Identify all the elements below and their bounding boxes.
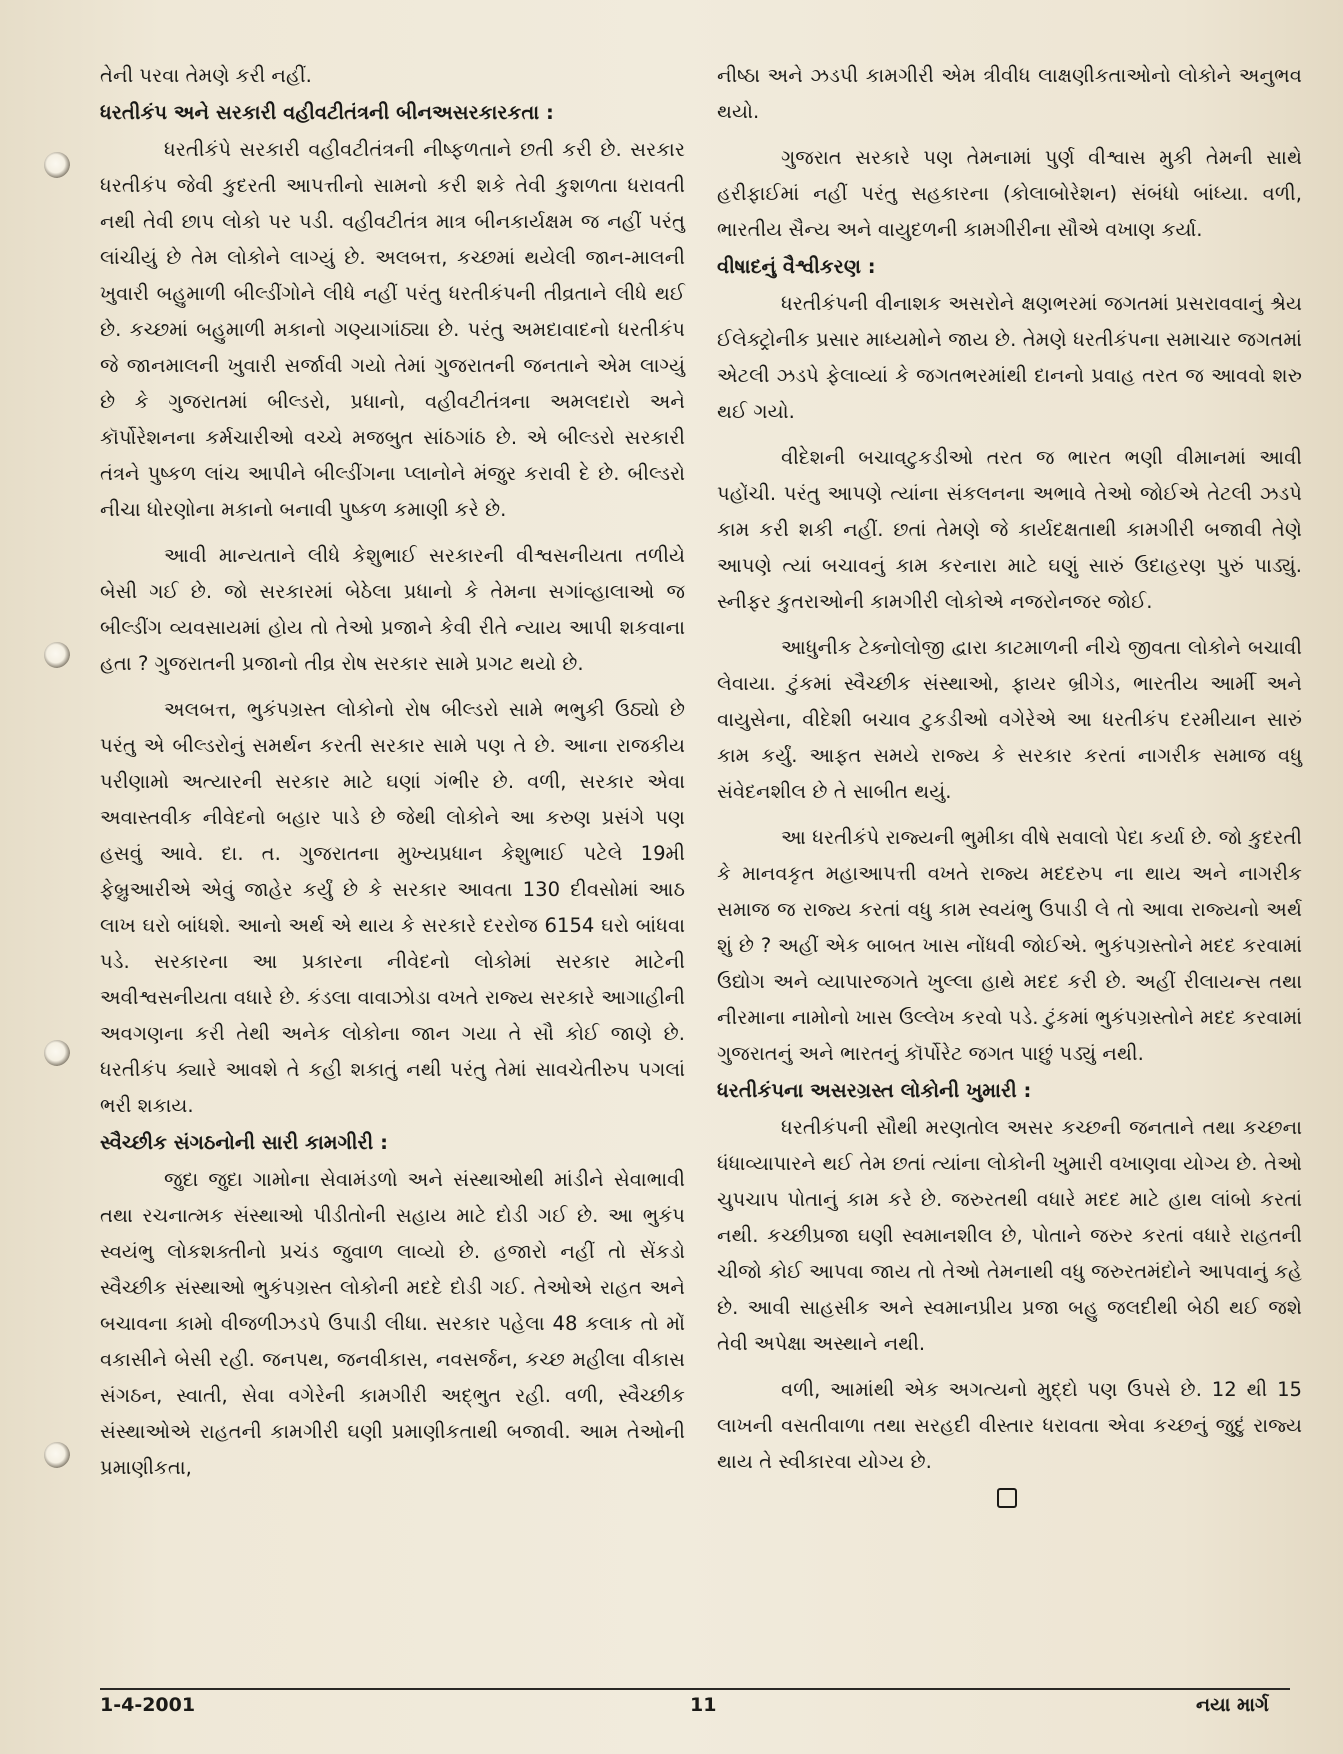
punch-hole-mark — [44, 1442, 70, 1468]
paragraph: ગુજરાત સરકારે પણ તેમનામાં પુર્ણ વીશ્વાસ મુકી તેમની સાથે હરીફાઈમાં નહીં પરંતુ સહકારના (કોલાબોરેશન) સંબંધો બાંધ્યા. વળી, ભારતીય સૈન્ય અને વાયુદળની કામગીરીના સૌએ વખાણ કર્યા. — [717, 146, 1302, 241]
paragraph: ધરતીકંપની વીનાશક અસરોને ક્ષણભરમાં જગતમાં પ્રસરાવવાનું શ્રેય ઈલેક્ટ્રોનીક પ્રસાર માધ્યમોને જાય છે. તેમણે ધરતીકંપના સમાચાર જગતમાં એટલી ઝડપે ફેલાવ્યાં કે જગતભરમાંથી દાનનો પ્રવાહ તરત જ આવવો શરુ થઈ ગયો. — [717, 292, 1302, 423]
section-heading: ધરતીકંપ અને સરકારી વહીવટીતંત્રની બીનઅસરકારકતા : — [100, 101, 554, 124]
section-heading: ધરતીકંપના અસરગ્રસ્ત લોકોની ખુમારી : — [717, 1079, 1032, 1102]
end-of-article-square-icon — [997, 1488, 1017, 1508]
section-heading: વીષાદનું વૈશ્વીકરણ : — [717, 255, 876, 278]
punch-hole-mark — [44, 642, 70, 668]
paragraph: તેની પરવા તેમણે કરી નહીં. — [100, 64, 312, 87]
paragraph: આ ધરતીકંપે રાજ્યની ભુમીકા વીષે સવાલો પેદા કર્યા છે. જો કુદરતી કે માનવકૃત મહાઆપત્તી વખતે રાજ્ય મદદરુપ ના થાય અને નાગરીક સમાજ જ રાજ્ય કરતાં વધુ કામ સ્વયંભુ ઉપાડી લે તો આવા રાજ્યનો અર્થ શું છે ? અહીં એક બાબત ખાસ નોંધવી જોઈએ. ભુકંપગ્રસ્તોને મદદ કરવામાં ઉદ્યોગ અને વ્યાપારજગતે ખુલ્લા હાથે મદદ કરી છે. અહીં રીલાયન્સ તથા નીરમાના નામોનો ખાસ ઉલ્લેખ કરવો પડે. ટુંકમાં ભુકંપગ્રસ્તોને મદદ કરવામાં ગુજરાતનું અને ભારતનું કૉર્પોરેટ જગત પાછું પડ્યું નથી. — [717, 826, 1302, 1065]
punch-hole-mark — [44, 1040, 70, 1066]
paragraph: નીષ્ઠા અને ઝડપી કામગીરી એમ ત્રીવીધ લાક્ષણીકતાઓનો લોકોને અનુભવ થયો. — [717, 64, 1302, 123]
paragraph: ધરતીકંપની સૌથી મરણતોલ અસર કચ્છની જનતાને તથા કચ્છના ધંધાવ્યાપારને થઈ તેમ છતાં ત્યાંના લોકોની ખુમારી વખાણવા યોગ્ય છે. તેઓ ચુપચાપ પોતાનું કામ કરે છે. જરુરતથી વધારે મદદ માટે હાથ લાંબો કરતાં નથી. કચ્છીપ્રજા ઘણી સ્વમાનશીલ છે, પોતાને જરુર કરતાં વધારે રાહતની ચીજો કોઈ આપવા જાય તો તેઓ તેમનાથી વધુ જરુરતમંદોને આપવાનું કહે છે. આવી સાહસીક અને સ્વમાનપ્રીય પ્રજા બહુ જલદીથી બેઠી થઈ જશે તેવી અપેક્ષા અસ્થાને નથી. — [717, 1116, 1302, 1355]
paragraph: જુદા જુદા ગામોના સેવામંડળો અને સંસ્થાઓથી માંડીને સેવાભાવી તથા રચનાત્મક સંસ્થાઓ પીડીતોની સહાય માટે દોડી ગઈ છે. આ ભુકંપ સ્વયંભુ લોકશક્તીનો પ્રચંડ જુવાળ લાવ્યો છે. હજારો નહીં તો સેંકડો સ્વૈચ્છીક સંસ્થાઓ ભુકંપગ્રસ્ત લોકોની મદદે દોડી ગઈ. તેઓએ રાહત અને બચાવના કામો વીજળીઝડપે ઉપાડી લીધા. સરકાર પહેલા 48 કલાક તો મોં વકાસીને બેસી રહી. જનપથ, જનવીકાસ, નવસર્જન, કચ્છ મહીલા વીકાસ સંગઠન, સ્વાતી, સેવા વગેરેની કામગીરી અદ્ભુત રહી. વળી, સ્વૈચ્છીક સંસ્થાઓએ રાહતની કામગીરી ઘણી પ્રમાણીકતાથી બજાવી. આમ તેઓની પ્રમાણીકતા, — [100, 1168, 685, 1479]
section-heading: સ્વૈચ્છીક સંગઠનોની સારી કામગીરી : — [100, 1131, 388, 1154]
paragraph: અલબત્ત, ભુકંપગ્રસ્ત લોકોનો રોષ બીલ્ડરો સામે ભભુકી ઉઠ્યો છે પરંતુ એ બીલ્ડરોનું સમર્થન કરતી સરકાર સામે પણ તે છે. આના રાજકીય પરીણામો અત્યારની સરકાર માટે ઘણાં ગંભીર છે. વળી, સરકાર એવા અવાસ્તવીક નીવેદનો બહાર પાડે છે જેથી લોકોને આ કરુણ પ્રસંગે પણ હસવું આવે. દા. ત. ગુજરાતના મુખ્યપ્રધાન કેશુભાઈ પટેલે 19મી ફેબ્રુઆરીએ એવું જાહેર કર્યું છે કે સરકાર આવતા 130 દીવસોમાં આઠ લાખ ઘરો બાંધશે. આનો અર્થ એ થાય કે સરકારે દરરોજ 6154 ઘરો બાંધવા પડે. સરકારના આ પ્રકારના નીવેદનો લોકોમાં સરકાર માટેની અવીશ્વસનીયતા વધારે છે. કંડલા વાવાઝોડા વખતે રાજ્ય સરકારે આગાહીની અવગણના કરી તેથી અનેક લોકોના જાન ગયા તે સૌ કોઈ જાણે છે. ધરતીકંપ ક્યારે આવશે તે કહી શકાતું નથી પરંતુ તેમાં સાવચેતીરુપ પગલાં ભરી શકાય. — [100, 698, 685, 1117]
right-column — [717, 58, 1302, 1508]
paragraph: વીદેશની બચાવટુકડીઓ તરત જ ભારત ભણી વીમાનમાં આવી પહોંચી. પરંતુ આપણે ત્યાંના સંકલનના અભાવે તેઓ જોઈએ તેટલી ઝડપે કામ કરી શકી નહીં. છતાં તેમણે જે કાર્યદક્ષતાથી કામગીરી બજાવી તેણે આપણે ત્યાં બચાવનું કામ કરનારા માટે ઘણું સારું ઉદાહરણ પુરું પાડ્યું. સ્નીફર કુતરાઓની કામગીરી લોકોએ નજરોનજર જોઈ. — [717, 446, 1302, 613]
punch-hole-mark — [44, 152, 70, 178]
paragraph: આવી માન્યતાને લીધે કેશુભાઈ સરકારની વીશ્વસનીયતા તળીયે બેસી ગઈ છે. જો સરકારમાં બેઠેલા પ્રધાનો કે તેમના સગાંવ્હાલાઓ જ બીલ્ડીંગ વ્યવસાયમાં હોય તો તેઓ પ્રજાને કેવી રીતે ન્યાય આપી શકવાના હતા ? ગુજરાતની પ્રજાનો તીવ્ર રોષ સરકાર સામે પ્રગટ થયો છે. — [100, 544, 685, 675]
paragraph: વળી, આમાંથી એક અગત્યનો મુદ્દો પણ ઉપસે છે. 12 થી 15 લાખની વસતીવાળા તથા સરહદી વીસ્તાર ધરાવતા એવા કચ્છનું જુદું રાજ્ય થાય તે સ્વીકારવા યોગ્ય છે. — [717, 1378, 1302, 1473]
page-number: 11 — [690, 1694, 717, 1716]
footer-rule — [100, 1688, 1290, 1690]
left-column — [100, 58, 685, 1486]
footer-date: 1-4-2001 — [100, 1694, 196, 1716]
magazine-name: નયા માર્ગ — [1196, 1694, 1269, 1716]
paragraph: ધરતીકંપે સરકારી વહીવટીતંત્રની નીષ્ફળતાને છતી કરી છે. સરકાર ધરતીકંપ જેવી કુદરતી આપત્તીનો સામનો કરી શકે તેવી કુશળતા ધરાવતી નથી તેવી છાપ લોકો પર પડી. વહીવટીતંત્ર માત્ર બીનકાર્યક્ષમ જ નહીં પરંતુ લાંચીયું છે તેમ લોકોને લાગ્યું છે. અલબત્ત, કચ્છમાં થયેલી જાન-માલની ખુવારી બહુમાળી બીલ્ડીંગોને લીધે નહીં પરંતુ ધરતીકંપની તીવ્રતાને લીધે થઈ છે. કચ્છમાં બહુમાળી મકાનો ગણ્યાગાંઠ્યા છે. પરંતુ અમદાવાદનો ધરતીકંપ જે જાનમાલની ખુવારી સર્જાવી ગયો તેમાં ગુજરાતની જનતાને એમ લાગ્યું છે કે ગુજરાતમાં બીલ્ડરો, પ્રધાનો, વહીવટીતંત્રના અમલદારો અને કૉર્પોરેશનના કર્મચારીઓ વચ્ચે મજબુત સાંઠગાંઠ છે. એ બીલ્ડરો સરકારી તંત્રને પુષ્કળ લાંચ આપીને બીલ્ડીંગના પ્લાનોને મંજુર કરાવી દે છે. બીલ્ડરો નીચા ધોરણોના મકાનો બનાવી પુષ્કળ કમાણી કરે છે. — [100, 138, 685, 521]
paragraph: આધુનીક ટેક્નોલોજી દ્વારા કાટમાળની નીચે જીવતા લોકોને બચાવી લેવાયા. ટુંકમાં સ્વૈચ્છીક સંસ્થાઓ, ફાયર બ્રીગેડ, ભારતીય આર્મી અને વાયુસેના, વીદેશી બચાવ ટુકડીઓ વગેરેએ આ ધરતીકંપ દરમીયાન સારું કામ કર્યું. આફત સમયે રાજ્ય કે સરકાર કરતાં નાગરીક સમાજ વધુ સંવેદનશીલ છે તે સાબીત થયું. — [717, 636, 1302, 803]
